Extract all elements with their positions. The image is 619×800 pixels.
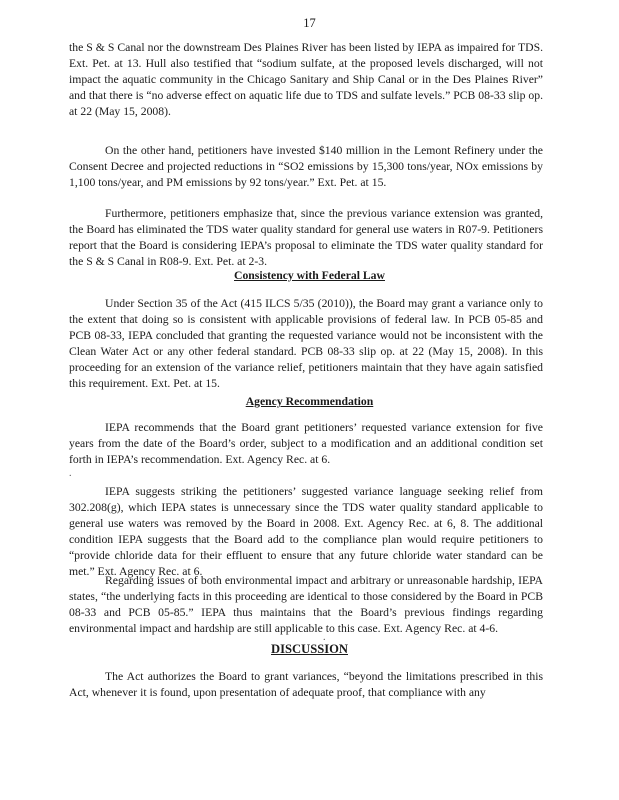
paragraph-discussion: The Act authorizes the Board to grant variances, “beyond the limitations prescribed in this Act, whenever it is found, upon presentation of adequate proof, that compliance with any [69, 670, 543, 699]
paragraph-tds-testimony: the S & S Canal nor the downstream Des Plaines River has been listed by IEPA as impaired for TDS. Ext. Pet. at 13. Hull also testified that “sodium sulfate, at the proposed levels discharged, will not impact the aquatic community in the Chicago Sanitary and Ship Canal or in the Des Plaines River” and that there is “no adverse effect on aquatic life due to TDS and sulfate levels.” PCB 08-33 slip op. at 22 (May 15, 2008). [69, 41, 543, 118]
paragraph-federal-law: Under Section 35 of the Act (415 ILCS 5/35 (2010)), the Board may grant a variance only to the extent that doing so is consistent with applicable provisions of federal law. In PCB 05-85 and PCB 08-33, IEPA concluded that granting the requested variance would not be inconsistent with the Clean Water Act or any other federal standard. PCB 08-33 slip op. at 22 (May 15, 2008). In this proceeding for an extension of the variance relief, petitioners maintain that they have again satisfied this requirement. Ext. Pet. at 15. [69, 297, 543, 390]
heading-discussion: DISCUSSION [271, 642, 348, 656]
stray-mark: . [69, 468, 72, 479]
stray-mark: . [323, 632, 326, 643]
page-number: 17 [303, 16, 316, 30]
paragraph-agency-suggests: IEPA suggests striking the petitioners’ suggested variance language seeking relief from 302.208(g), which IEPA states is unnecessary since the TDS water quality standard applicable to general use waters was removed by the Board in 2008. Ext. Agency Rec. at 6, 8. The additional condition IEPA suggests that the Board add to the compliance plan would require petitioners to “provide chloride data for their effluent to ensure that any future chloride water standard can be met.” Ext. Agency Rec. at 6. [69, 485, 543, 578]
paragraph-tds-standard: Furthermore, petitioners emphasize that, since the previous variance extension was granted, the Board has eliminated the TDS water quality standard for general use waters in R07-9. Petitioners report that the Board is considering IEPA’s proposal to eliminate the TDS water quality standard for the S & S Canal in R08-9. Ext. Pet. at 2-3. [69, 207, 543, 268]
heading-federal-law: Consistency with Federal Law [234, 269, 385, 282]
heading-agency-recommendation: Agency Recommendation [245, 395, 374, 408]
paragraph-investment: On the other hand, petitioners have invested $140 million in the Lemont Refinery under the Consent Decree and projected reductions in “SO2 emissions by 15,300 tons/year, NOx emissions by 1,100 tons/year, and PM emissions by 92 tons/year.” Ext. Pet. at 15. [69, 144, 543, 189]
paragraph-environmental-impact: Regarding issues of both environmental impact and arbitrary or unreasonable hardship, IEPA states, “the underlying facts in this proceeding are identical to those considered by the Board in PCB 08-33 and PCB 05-85.” IEPA thus maintains that the Board’s previous findings regarding environmental impact and hardship are still applicable to this case. Ext. Agency Rec. at 4-6. [69, 574, 543, 635]
paragraph-agency-recommends: IEPA recommends that the Board grant petitioners’ requested variance extension for five years from the date of the Board’s order, subject to a modification and an additional condition set forth in IEPA’s recommendation. Ext. Agency Rec. at 6. [69, 421, 543, 466]
